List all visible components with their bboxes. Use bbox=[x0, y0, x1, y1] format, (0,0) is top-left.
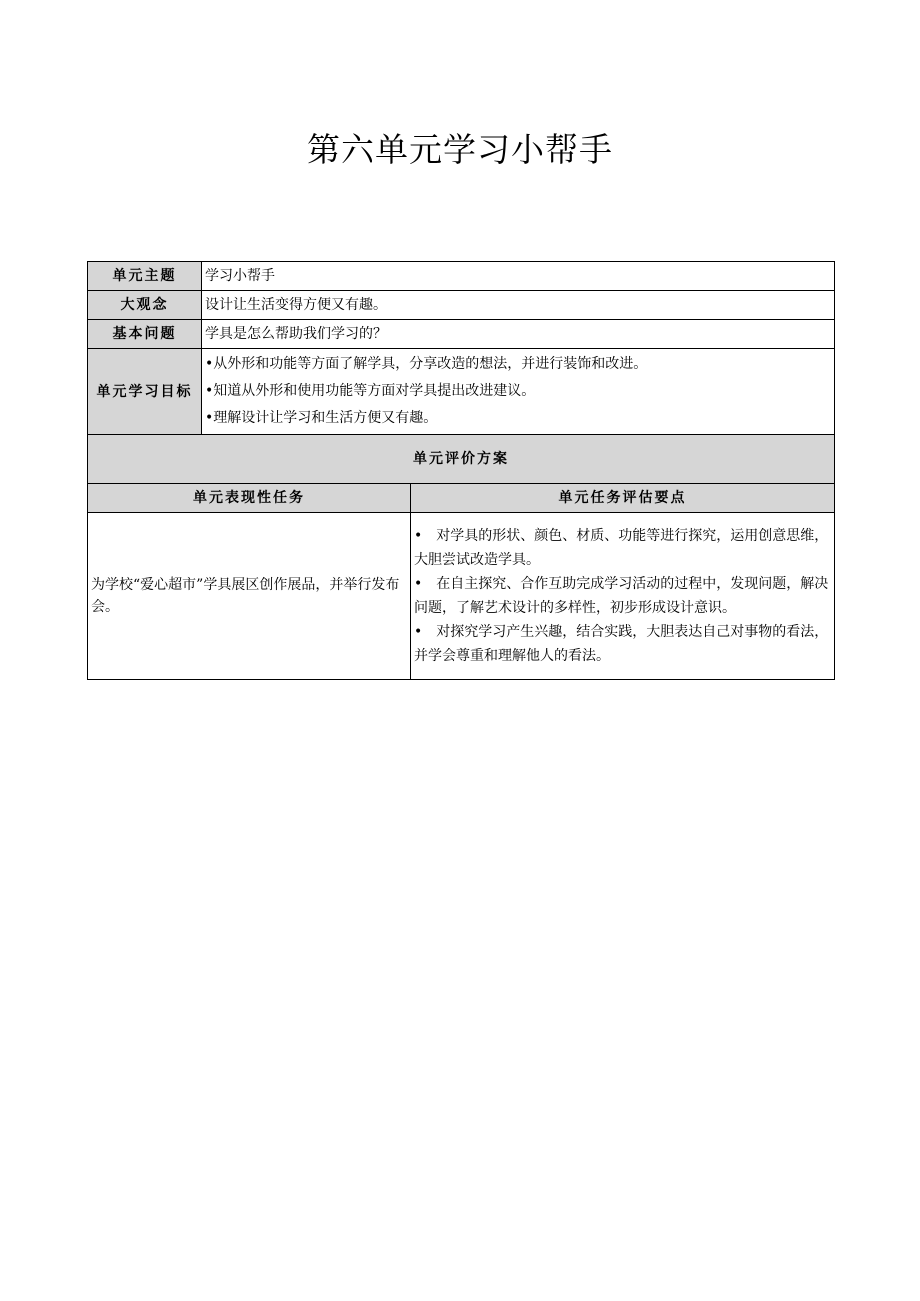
page-title: 第六单元学习小帮手 bbox=[307, 130, 613, 169]
assessment-point: • 在自主探究、合作互助完成学习活动的过程中，发现问题，解决问题，了解艺术设计的多样性，初步形成设计意识。 bbox=[414, 576, 829, 616]
evaluation-header-row bbox=[88, 435, 835, 484]
evaluation-body-row bbox=[88, 513, 835, 680]
theme-label: 单元主题 bbox=[88, 262, 202, 291]
performance-task: 为学校“爱心超市”学具展区创作展品，并举行发布会。 bbox=[88, 513, 411, 680]
unit-plan-table bbox=[87, 261, 835, 680]
assessment-point: • 对探究学习产生兴趣，结合实践，大胆表达自己对事物的看法，并学会尊重和理解他人的看法。 bbox=[414, 624, 829, 664]
evaluation-header: 单元评价方案 bbox=[88, 435, 835, 484]
big-idea-label: 大观念 bbox=[88, 291, 202, 320]
goals-row bbox=[88, 349, 835, 435]
points-column-header: 单元任务评估要点 bbox=[411, 484, 835, 513]
key-question-row bbox=[88, 320, 835, 349]
key-question-label: 基本问题 bbox=[88, 320, 202, 349]
assessment-point: • 对学具的形状、颜色、材质、功能等进行探究，运用创意思维，大胆尝试改造学具。 bbox=[414, 528, 829, 568]
goals-value bbox=[202, 349, 835, 435]
task-column-header: 单元表现性任务 bbox=[88, 484, 411, 513]
big-idea-row bbox=[88, 291, 835, 320]
goals-label: 单元学习目标 bbox=[88, 349, 202, 435]
key-question-value: 学具是怎么帮助我们学习的？ bbox=[202, 320, 835, 349]
goal-item: •从外形和功能等方面了解学具，分享改造的想法，并进行装饰和改进。 bbox=[205, 356, 648, 372]
goal-item: •理解设计让学习和生活方便又有趣。 bbox=[205, 410, 438, 426]
theme-row bbox=[88, 262, 835, 291]
theme-value: 学习小帮手 bbox=[202, 262, 835, 291]
big-idea-value: 设计让生活变得方便又有趣。 bbox=[202, 291, 835, 320]
goal-item: •知道从外形和使用功能等方面对学具提出改进建议。 bbox=[205, 383, 536, 399]
assessment-points bbox=[411, 513, 835, 680]
evaluation-subheader-row bbox=[88, 484, 835, 513]
